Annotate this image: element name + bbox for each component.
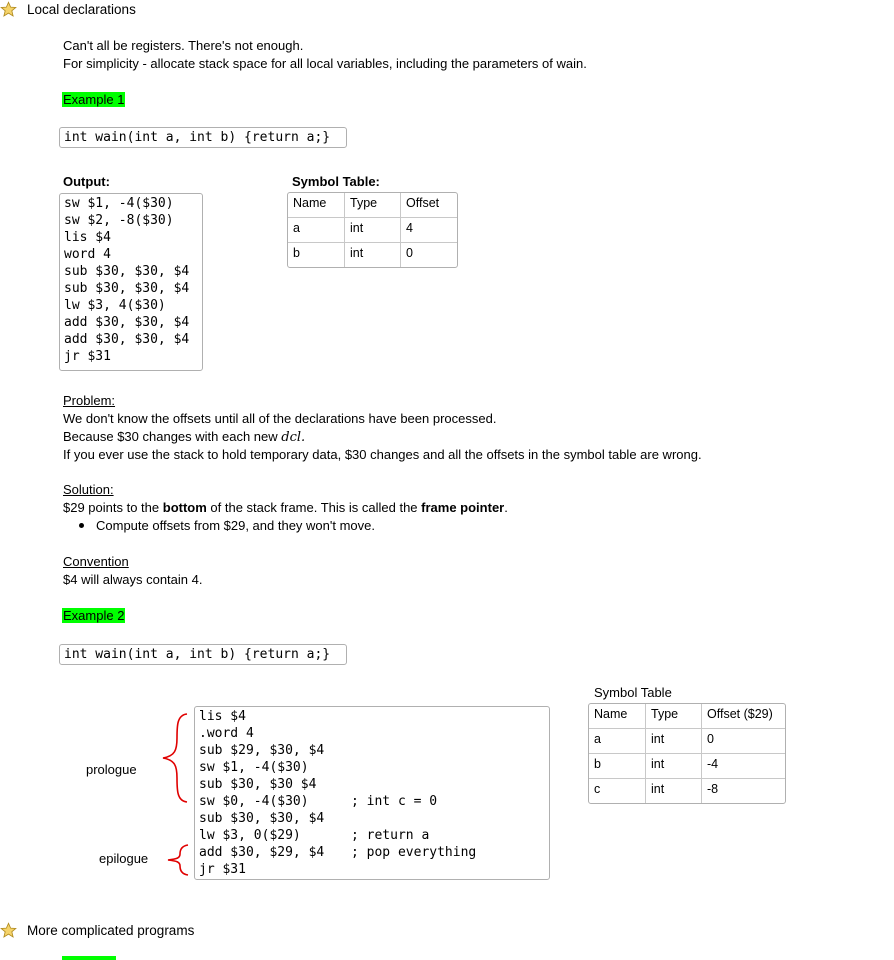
cell-offset: 4 bbox=[401, 218, 457, 243]
output-line: sub $30, $30, $4 bbox=[64, 281, 190, 296]
output-line: sub $30, $30, $4 bbox=[64, 264, 190, 279]
cell-type: int bbox=[646, 729, 702, 754]
solution-line-1 bbox=[63, 499, 508, 517]
assembly-comment: ; pop everything bbox=[351, 845, 477, 860]
section-heading-more-complicated-programs[interactable] bbox=[0, 922, 194, 939]
example-2-code-box bbox=[59, 644, 347, 665]
assembly-code: lw $3, 0($29) bbox=[199, 828, 301, 843]
prologue-label: prologue bbox=[86, 762, 137, 777]
convention-text: $4 will always contain 4. bbox=[63, 572, 203, 587]
epilogue-label: epilogue bbox=[99, 851, 149, 866]
assembly-line bbox=[199, 708, 545, 725]
assembly-line bbox=[199, 793, 545, 810]
assembly-line bbox=[199, 776, 545, 793]
symbol-table-1-header bbox=[288, 193, 457, 218]
assembly-code: lis $4 bbox=[199, 709, 246, 724]
output-lines bbox=[64, 195, 198, 365]
output-line: lis $4 bbox=[64, 230, 111, 245]
problem-line-3: If you ever use the stack to hold temporary data, $30 changes and all the offsets in the symbol table are wrong. bbox=[63, 447, 702, 462]
output-line: word 4 bbox=[64, 247, 111, 262]
output-line: add $30, $30, $4 bbox=[64, 315, 190, 330]
example-2-label bbox=[62, 607, 125, 625]
cell-type: int bbox=[345, 243, 401, 267]
assembly-code: sub $30, $30, $4 bbox=[199, 811, 325, 826]
problem-line-2-text: Because $30 changes with each new bbox=[63, 429, 282, 444]
example-1-code-box bbox=[59, 127, 347, 148]
problem-line-1: We don't know the offsets until all of the declarations have been processed. bbox=[63, 411, 497, 426]
section-heading-local-declarations[interactable] bbox=[0, 1, 136, 18]
example-2-code: int wain(int a, int b) {return a;} bbox=[64, 647, 331, 662]
assembly-code: jr $31 bbox=[199, 862, 246, 877]
cell-type: int bbox=[345, 218, 401, 243]
header-offset: Offset bbox=[401, 193, 457, 218]
cell-type: int bbox=[646, 754, 702, 779]
convention-label: Convention bbox=[63, 554, 129, 569]
table-row bbox=[589, 779, 785, 803]
assembly-code-box bbox=[194, 706, 550, 880]
symbol-table-2-label: Symbol Table bbox=[594, 685, 672, 700]
solution-bold-frame-pointer: frame pointer bbox=[421, 500, 505, 515]
output-line: jr $31 bbox=[64, 349, 111, 364]
cell-type: int bbox=[646, 779, 702, 803]
header-name: Name bbox=[589, 704, 646, 729]
epilogue-brace-icon bbox=[162, 843, 190, 877]
section-title: Local declarations bbox=[27, 2, 136, 17]
assembly-line bbox=[199, 759, 545, 776]
assembly-line bbox=[199, 827, 545, 844]
solution-text-c: of the stack frame. This is called the bbox=[206, 500, 422, 515]
table-row bbox=[288, 243, 457, 267]
output-line: sw $1, -4($30) bbox=[64, 196, 174, 211]
assembly-line bbox=[199, 742, 545, 759]
section-title: More complicated programs bbox=[27, 923, 195, 938]
output-line: sw $2, -8($30) bbox=[64, 213, 174, 228]
next-example-highlight bbox=[62, 956, 116, 960]
assembly-code: sub $30, $30 $4 bbox=[199, 777, 317, 792]
problem-label: Problem: bbox=[63, 393, 116, 408]
assembly-line bbox=[199, 810, 545, 827]
prologue-brace-icon bbox=[155, 712, 189, 804]
cell-offset: -8 bbox=[707, 782, 719, 796]
solution-bullet-text: Compute offsets from $29, and they won't move. bbox=[96, 518, 375, 533]
problem-line-2 bbox=[63, 428, 305, 447]
problem-line-2-emphasis: dcl. bbox=[281, 430, 306, 445]
output-line: add $30, $30, $4 bbox=[64, 332, 190, 347]
assembly-comment: ; int c = 0 bbox=[351, 794, 438, 809]
symbol-table-1-label: Symbol Table: bbox=[292, 174, 380, 189]
symbol-table-2-header bbox=[589, 704, 785, 729]
example-1-label bbox=[62, 91, 125, 109]
cell-name: c bbox=[589, 779, 646, 803]
assembly-code: add $30, $29, $4 bbox=[199, 845, 325, 860]
header-type: Type bbox=[345, 193, 401, 218]
cell-name: a bbox=[589, 729, 646, 754]
table-row bbox=[288, 218, 457, 243]
example-1-code: int wain(int a, int b) {return a;} bbox=[64, 130, 331, 145]
output-code-box bbox=[59, 193, 203, 371]
assembly-code: .word 4 bbox=[199, 726, 254, 741]
cell-offset: -4 bbox=[702, 754, 785, 779]
cell-name: b bbox=[589, 754, 646, 779]
example-1-highlight: Example 1 bbox=[63, 92, 125, 107]
output-line: lw $3, 4($30) bbox=[64, 298, 166, 313]
symbol-table-2 bbox=[588, 703, 786, 804]
solution-bold-bottom: bottom bbox=[162, 500, 207, 515]
table-row bbox=[589, 729, 785, 754]
solution-text-e: . bbox=[504, 500, 508, 515]
assembly-code: sub $29, $30, $4 bbox=[199, 743, 325, 758]
assembly-lines bbox=[199, 708, 545, 878]
assembly-comment: ; return a bbox=[351, 828, 430, 843]
header-type: Type bbox=[646, 704, 702, 729]
star-icon bbox=[0, 922, 17, 939]
intro-line-1: Can't all be registers. There's not enough. bbox=[63, 38, 304, 53]
header-offset: Offset ($29) bbox=[702, 704, 785, 729]
output-label: Output: bbox=[63, 174, 110, 189]
assembly-code: sw $1, -4($30) bbox=[199, 760, 309, 775]
cell-offset: 0 bbox=[702, 729, 785, 754]
cell-offset: 0 bbox=[406, 246, 413, 260]
intro-line-2: For simplicity - allocate stack space for all local variables, including the parameters of wain. bbox=[63, 56, 587, 71]
solution-label: Solution: bbox=[63, 482, 114, 497]
cell-name: b bbox=[288, 243, 345, 267]
example-2-highlight: Example 2 bbox=[63, 608, 125, 623]
cell-name: a bbox=[288, 218, 345, 243]
table-row bbox=[589, 754, 785, 779]
bullet-icon bbox=[79, 523, 84, 528]
solution-text-a: $29 points to the bbox=[63, 500, 163, 515]
symbol-table-1 bbox=[287, 192, 458, 268]
assembly-code: sw $0, -4($30) bbox=[199, 794, 309, 809]
assembly-line bbox=[199, 861, 545, 878]
star-icon bbox=[0, 1, 17, 18]
solution-bullet bbox=[63, 517, 375, 535]
assembly-line bbox=[199, 844, 545, 861]
header-name: Name bbox=[288, 193, 345, 218]
assembly-line bbox=[199, 725, 545, 742]
